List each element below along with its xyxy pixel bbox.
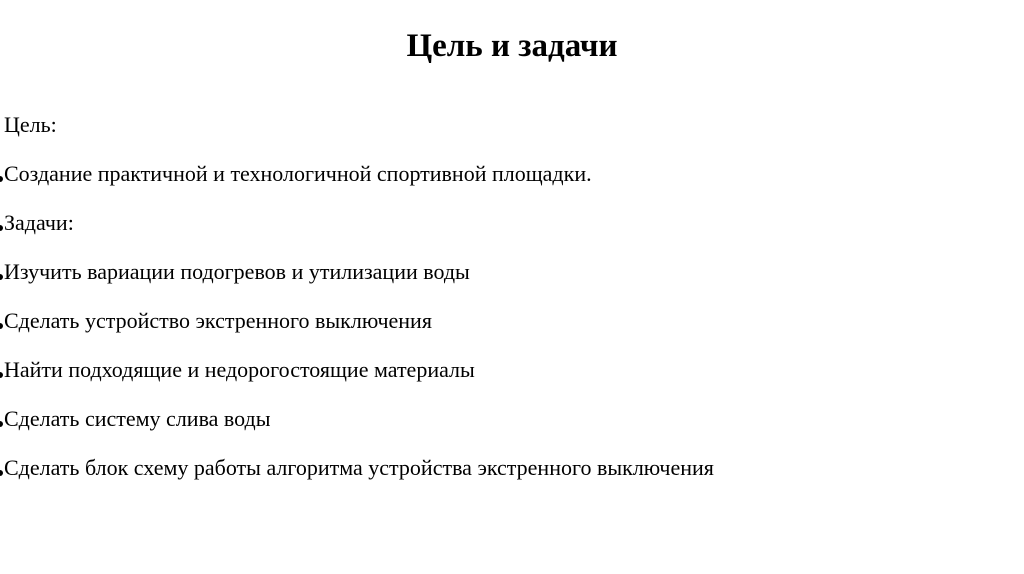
list-item-text: Задачи: <box>4 210 74 235</box>
bullet-list <box>0 110 714 502</box>
bullet-icon <box>0 421 3 427</box>
list-item <box>0 355 714 404</box>
list-item <box>0 159 714 208</box>
list-item <box>0 306 714 355</box>
bullet-icon <box>0 176 3 182</box>
list-item <box>0 110 714 159</box>
list-item-text: Сделать систему слива воды <box>4 406 271 431</box>
list-item-text: Сделать блок схему работы алгоритма устройства экстренного выключения <box>4 455 714 480</box>
slide-title: Цель и задачи <box>406 28 618 64</box>
list-item <box>0 208 714 257</box>
list-item-text: Изучить вариации подогревов и утилизации воды <box>4 259 470 284</box>
bullet-icon <box>0 323 3 329</box>
bullet-icon <box>0 274 3 280</box>
bullet-icon <box>0 372 3 378</box>
bullet-icon <box>0 470 3 476</box>
list-item <box>0 404 714 453</box>
list-item-text: Создание практичной и технологичной спортивной площадки. <box>4 161 592 186</box>
list-item <box>0 453 714 502</box>
list-item-text: Сделать устройство экстренного выключения <box>4 308 432 333</box>
list-item-text: Цель: <box>4 112 57 137</box>
list-item <box>0 257 714 306</box>
list-item-text: Найти подходящие и недорогостоящие материалы <box>4 357 475 382</box>
bullet-icon <box>0 225 3 231</box>
